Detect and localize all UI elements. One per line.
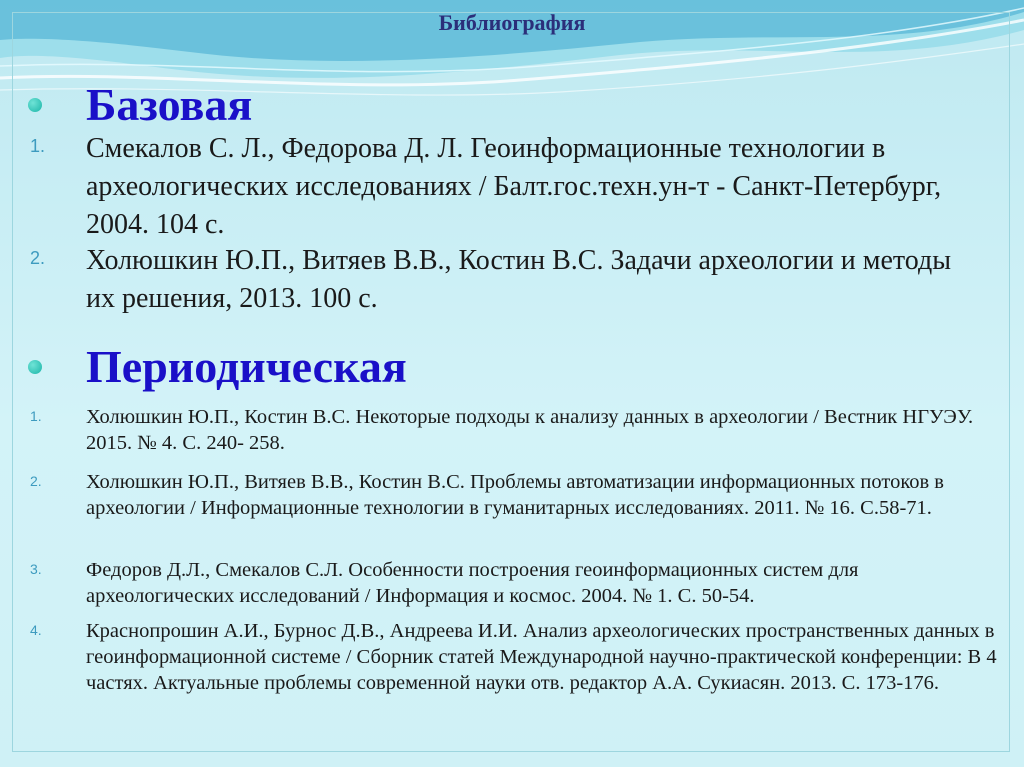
item-number: 2. — [30, 248, 46, 268]
item-text: Смекалов С. Л., Федорова Д. Л. Геоинформационные технологии в археологических исследованиях / Балт.гос.техн.ун-т - Санкт-Петербург, 2004. 104 с. — [86, 133, 942, 240]
item-number: 4. — [30, 622, 42, 638]
item-text: Холюшкин Ю.П., Витяев В.В., Костин В.С. Задачи археологии и методы их решения, 2013. 100 с. — [86, 245, 952, 314]
section-periodic-heading — [28, 341, 407, 392]
section-basic-heading — [28, 79, 253, 130]
item-number: 2. — [30, 473, 42, 489]
item-number: 1. — [30, 136, 46, 156]
item-number: 1. — [30, 408, 42, 424]
bullet-icon — [28, 98, 42, 112]
item-number: 3. — [30, 561, 42, 577]
item-text: Холюшкин Ю.П., Костин В.С. Некоторые подходы к анализу данных в археологии / Вестник НГУЭУ. 2015. № 4. С. 240- 258. — [86, 406, 974, 454]
list-item — [30, 404, 1001, 456]
item-text: Холюшкин Ю.П., Витяев В.В., Костин В.С. Проблемы автоматизации информационных потоков в археологии / Информационные технологии в гуманитарных исследованиях. 2011. № 16. С.58-71. — [86, 471, 944, 519]
item-text: Федоров Д.Л., Смекалов С.Л. Особенности построения геоинформационных систем для археологических исследований / Информация и космос. 2004. № 1. С. 50-54. — [86, 559, 859, 607]
item-text: Краснопрошин А.И., Бурнос Д.В., Андреева И.И. Анализ археологических пространственных данных в геоинформационной системе / Сборник статей Международной научно-практической конференции: В 4 частях. Актуальные проблемы современной науки отв. редактор А.А. Сукиасян. 2013. С. 173-176. — [86, 620, 997, 694]
section-heading: Периодическая — [86, 341, 407, 392]
section-heading: Базовая — [86, 79, 253, 130]
list-item — [30, 618, 1001, 696]
bullet-icon — [28, 360, 42, 374]
list-item — [30, 130, 986, 244]
list-item — [30, 469, 1001, 521]
slide-title: Библиография — [438, 10, 586, 35]
list-item — [30, 242, 986, 318]
list-item — [30, 557, 1001, 609]
